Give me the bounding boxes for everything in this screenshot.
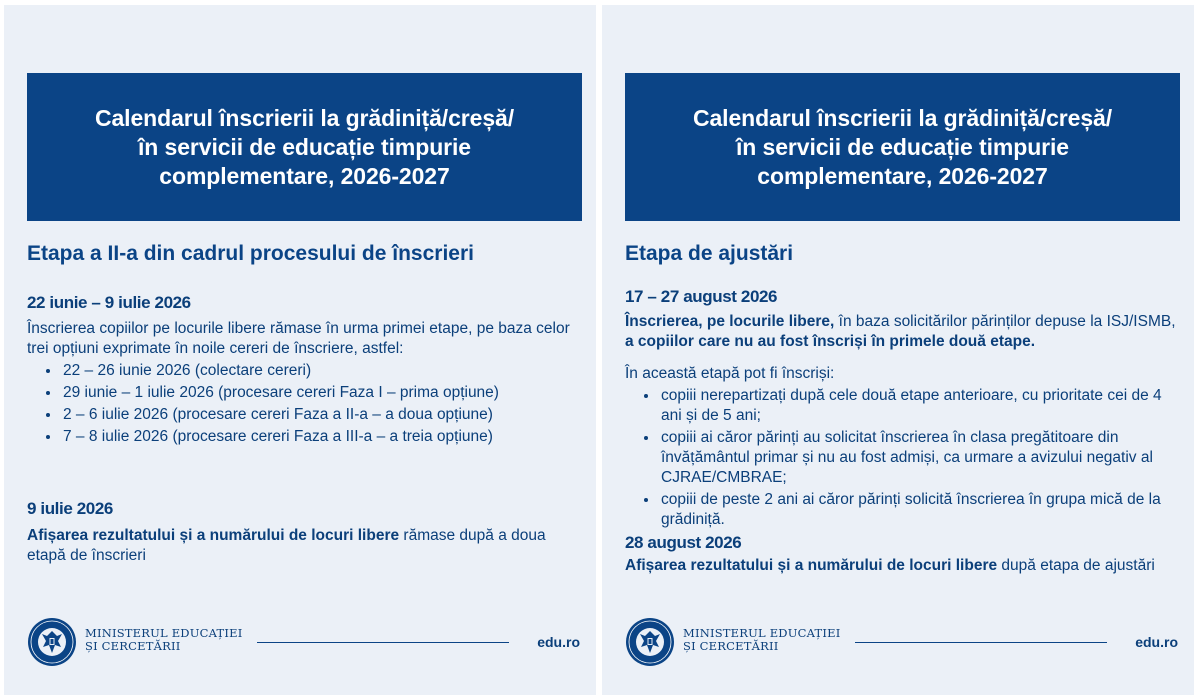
list-item: • copiii nerepartizați după cele două etape anterioare, cu prioritate cei de 4 ani și de 5 ani; bbox=[659, 386, 1185, 426]
section-heading-block bbox=[625, 241, 1183, 267]
footer bbox=[27, 617, 580, 667]
eligibility-intro: În această etapă pot fi înscriși: bbox=[625, 365, 835, 382]
stage-block-2 bbox=[27, 498, 585, 566]
section-title: Etapa a II-a din cadrul procesului de înscrieri bbox=[27, 242, 474, 265]
banner-title: Calendarul înscrierii la grădiniță/creșă/ în servicii de educație timpurie complementare, 2026-2027 bbox=[692, 104, 1113, 189]
website-link[interactable]: edu.ro bbox=[1135, 634, 1178, 650]
schedule-list bbox=[27, 361, 585, 447]
date-heading: 17 – 27 august 2026 bbox=[625, 287, 778, 306]
footer-divider bbox=[257, 642, 509, 643]
results-description: Afișarea rezultatului și a numărului de locuri libere rămase după a doua etapă de înscrieri bbox=[27, 527, 546, 564]
list-item: • 22 – 26 iunie 2026 (colectare cereri) bbox=[61, 361, 585, 381]
list-item: • copiii de peste 2 ani ai căror părinți solicită înscrierea în grupa mică de la grădiniță. bbox=[659, 490, 1185, 530]
results-description: Afișarea rezultatului și a numărului de locuri libere după etapa de ajustări bbox=[625, 557, 1155, 574]
date-heading: 9 iulie 2026 bbox=[27, 499, 113, 518]
date-heading: 22 iunie – 9 iulie 2026 bbox=[27, 293, 191, 312]
section-title: Etapa de ajustări bbox=[625, 242, 794, 265]
title-banner bbox=[625, 73, 1180, 221]
stage-block-1 bbox=[625, 286, 1185, 532]
right-panel bbox=[602, 5, 1194, 695]
section-heading-block bbox=[27, 241, 585, 267]
list-item: • 29 iunie – 1 iulie 2026 (procesare cereri Faza I – prima opțiune) bbox=[61, 383, 585, 403]
ministry-name: MINISTERUL EDUCAȚIEI ȘI CERCETĂRII bbox=[85, 626, 243, 653]
footer bbox=[625, 617, 1178, 667]
guvernul-romaniei-emblem-icon bbox=[27, 617, 77, 667]
left-panel bbox=[4, 5, 596, 695]
stage-block-2 bbox=[625, 532, 1183, 576]
stage-block-1 bbox=[27, 292, 585, 449]
adjustment-description: Înscrierea, pe locurile libere, în baza solicitărilor părinților depuse la ISJ/ISMB, a copiilor care nu au fost înscriși în primele două etape. bbox=[625, 313, 1176, 350]
list-item: • 7 – 8 iulie 2026 (procesare cereri Faza a III-a – a treia opțiune) bbox=[61, 427, 585, 447]
date-heading: 28 august 2026 bbox=[625, 533, 742, 552]
ministry-name: MINISTERUL EDUCAȚIEI ȘI CERCETĂRII bbox=[683, 626, 841, 653]
guvernul-romaniei-emblem-icon bbox=[625, 617, 675, 667]
stage-description: Înscrierea copiilor pe locurile libere rămase în urma primei etape, pe baza celor trei opțiuni exprimate în noile cereri de înscriere, astfel: bbox=[27, 320, 570, 357]
footer-divider bbox=[855, 642, 1107, 643]
list-item: • copiii ai căror părinți au solicitat înscrierea în clasa pregătitoare din învățământul primar și nu au fost admiși, ca urmare a avizului negativ al CJRAE/CMBRAE; bbox=[659, 428, 1185, 488]
list-item: • 2 – 6 iulie 2026 (procesare cereri Faza a II-a – a doua opțiune) bbox=[61, 405, 585, 425]
website-link[interactable]: edu.ro bbox=[537, 634, 580, 650]
banner-title: Calendarul înscrierii la grădiniță/creșă/ în servicii de educație timpurie complementare, 2026-2027 bbox=[94, 104, 515, 189]
eligibility-list bbox=[625, 386, 1185, 530]
title-banner bbox=[27, 73, 582, 221]
